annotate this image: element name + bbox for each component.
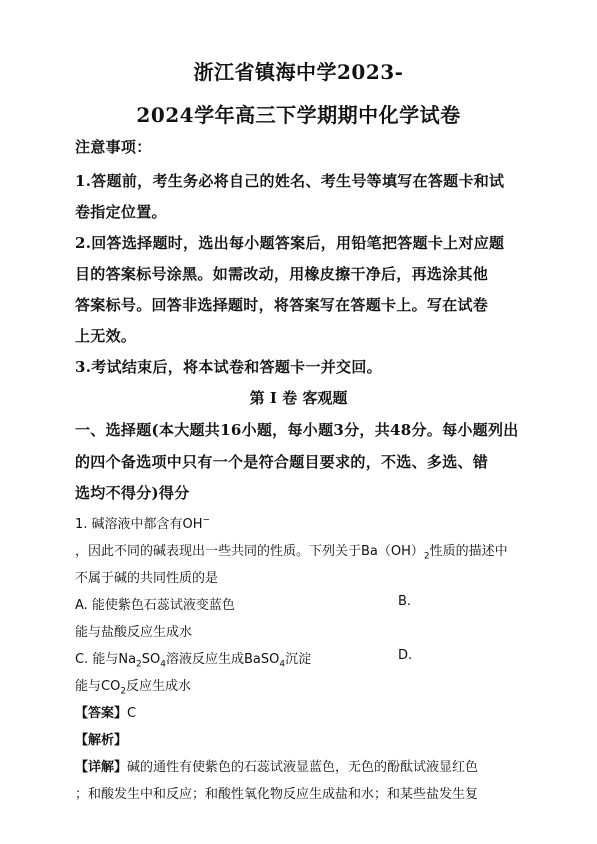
option-c-text: 沉淀 [285,652,312,667]
exam-title-line2: 2024学年高三下学期期中化学试卷 [136,103,461,127]
section-intro-line: 的四个备选项中只有一个是符合题目要求的，不选、多选、错 [75,453,489,471]
subscript: 2 [136,659,142,670]
analysis-tag: 【解析】 [75,733,128,748]
option-d-text [75,675,525,697]
answer-tag: 【答案】 [75,706,128,721]
notes-line: 目的答案标号涂黑。如需改动，用橡皮擦干净后，再选涂其他 [75,265,489,283]
detail-tag: 【详解】 [75,760,128,775]
question-stem-text: 1. 碱溶液中都含有OH [75,517,203,532]
option-d-text-part: 能与CO [75,679,121,694]
subscript: 4 [160,659,166,670]
option-b-letter: B. [398,594,412,609]
superscript: − [202,515,211,526]
section-intro-line: 一、选择题(本大题共16小题，每小题3分，共48分。每小题列出 [75,421,519,439]
option-c-text: SO [141,652,161,667]
question-stem-text: 性质的描述中 [429,544,508,559]
option-c [75,648,525,670]
subscript: 2 [423,551,430,562]
section-intro-line: 选均不得分)得分 [75,484,190,502]
notes-heading: 注意事项： [75,138,152,156]
option-b-text: 能与盐酸反应生成水 [75,625,193,640]
option-c-text: 溶液反应生成BaSO [166,652,280,667]
question-stem-line [75,540,525,562]
detail-text: 碱的通性有使紫色的石蕊试液显蓝色，无色的酚酞试液显红色 [127,760,479,775]
question-stem-line [75,513,525,532]
detail-line: ；和酸发生中和反应；和酸性氧化物反应生成盐和水；和某些盐发生复 [75,787,479,802]
section-heading: 第 I 卷 客观题 [249,389,348,407]
notes-line: 上无效。 [75,327,137,345]
notes-line: 答案标号。回答非选择题时，将答案写在答题卡上。写在试卷 [75,296,489,314]
option-c-text: C. 能与Na [75,652,137,667]
option-a: A. 能使紫色石蕊试液变蓝色 [75,598,235,613]
exam-title-line1: 浙江省镇海中学2023- [193,60,404,84]
answer-value: C [127,706,137,721]
notes-line: 卷指定位置。 [75,203,167,221]
option-d-text-part: 反应生成水 [126,679,192,694]
subscript: 4 [279,659,286,670]
subscript: 2 [120,686,127,697]
answer-line [75,702,525,721]
notes-line: 2.回答选择题时，选出每小题答案后，用铅笔把答题卡上对应题 [75,234,505,252]
notes-line: 1.答题前，考生务必将自己的姓名、考生号等填写在答题卡和试 [75,172,505,190]
option-d-letter: D. [398,648,413,663]
question-stem-line: 不属于碱的共同性质的是 [75,571,219,586]
analysis-line [75,729,525,748]
question-stem-text: ，因此不同的碱表现出一些共同的性质。下列关于Ba（OH） [75,544,424,559]
notes-line: 3.考试结束后，将本试卷和答题卡一并交回。 [75,358,382,376]
detail-line [75,756,525,775]
